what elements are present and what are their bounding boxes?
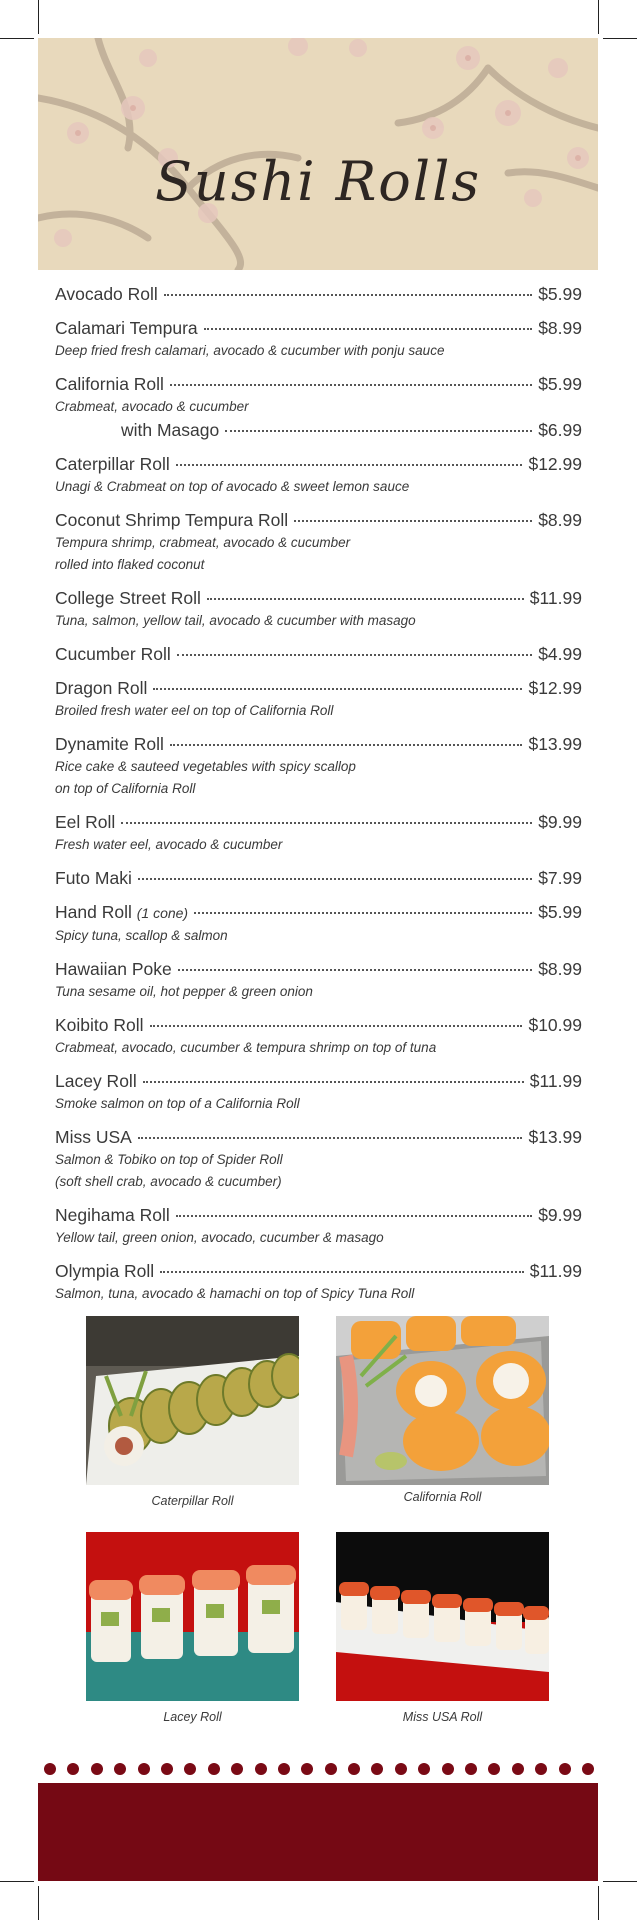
menu-item-row <box>55 282 582 306</box>
menu-item-row <box>55 676 582 700</box>
menu-item-price: $8.99 <box>538 318 582 338</box>
decorative-dot <box>208 1763 220 1775</box>
menu-item-variant-name: with Masago <box>121 420 220 440</box>
dot-leader <box>176 1215 532 1217</box>
menu-item-name <box>55 957 172 981</box>
menu-item-price: $12.99 <box>528 454 582 474</box>
menu-item-price: $13.99 <box>528 1127 582 1147</box>
decorative-dot <box>91 1763 103 1775</box>
crop-mark <box>0 1881 34 1882</box>
decorative-dot <box>44 1763 56 1775</box>
menu-item-name <box>55 372 164 396</box>
menu-item-price: $4.99 <box>538 644 582 664</box>
menu-item-row <box>55 1259 582 1283</box>
menu-item-row <box>55 1203 582 1227</box>
menu-item-name-text: College Street Roll <box>55 588 201 608</box>
crop-mark <box>603 1881 637 1882</box>
dot-leader <box>177 654 532 656</box>
menu-item-description: Rice cake & sauteed vegetables with spicy scallop <box>55 759 356 774</box>
menu-item-variant-row <box>55 418 582 442</box>
menu-item-row <box>55 586 582 610</box>
menu-item <box>55 508 582 576</box>
menu-item-name-text: Lacey Roll <box>55 1071 137 1091</box>
menu-item-name-text: Hawaiian Poke <box>55 959 172 979</box>
menu-item-row <box>55 900 582 925</box>
menu-item-description: Salmon, tuna, avocado & hamachi on top of Spicy Tuna Roll <box>55 1286 415 1301</box>
crop-mark <box>0 38 34 39</box>
menu-item-row <box>55 642 582 666</box>
menu-item <box>55 1069 582 1115</box>
caterpillar-roll-photo <box>86 1316 299 1485</box>
dot-leader <box>143 1081 524 1083</box>
dot-leader <box>138 1137 523 1139</box>
menu-item-name-text: Dragon Roll <box>55 678 148 698</box>
menu-item-name-text: Dynamite Roll <box>55 734 164 754</box>
menu-item-row <box>55 957 582 981</box>
dot-leader <box>121 822 532 824</box>
photo-caption: California Roll <box>403 1490 482 1504</box>
dot-leader <box>160 1271 524 1273</box>
menu-item-name-text: Miss USA <box>55 1127 132 1147</box>
decorative-dot <box>255 1763 267 1775</box>
menu-item <box>55 900 582 947</box>
lacey-roll-photo <box>86 1532 299 1701</box>
menu-item-name <box>55 866 132 890</box>
menu-item-row <box>55 508 582 532</box>
decorative-dot <box>184 1763 196 1775</box>
menu-item-name <box>55 1203 170 1227</box>
crop-mark <box>38 1886 39 1920</box>
menu-item <box>55 372 582 442</box>
menu-item-price: $11.99 <box>529 588 582 608</box>
dot-leader <box>170 384 532 386</box>
menu-item <box>55 810 582 856</box>
menu-item <box>55 676 582 722</box>
menu-item-row <box>55 1069 582 1093</box>
decorative-dot <box>559 1763 571 1775</box>
menu-item-price: $9.99 <box>538 812 582 832</box>
decorative-dot <box>348 1763 360 1775</box>
menu-item <box>55 586 582 632</box>
menu-item-price: $12.99 <box>528 678 582 698</box>
photo-caption: Caterpillar Roll <box>151 1494 234 1508</box>
decorative-dot <box>395 1763 407 1775</box>
menu-item-name <box>55 1125 132 1149</box>
menu-item-name <box>55 586 201 610</box>
menu-item-price: $8.99 <box>538 959 582 979</box>
menu-item-row <box>55 810 582 834</box>
crop-mark <box>598 1886 599 1920</box>
menu-item-name <box>55 810 115 834</box>
menu-item-name <box>55 452 170 476</box>
decorative-dot <box>278 1763 290 1775</box>
decorative-dot <box>114 1763 126 1775</box>
menu-item-description: Yellow tail, green onion, avocado, cucumber & masago <box>55 1230 384 1245</box>
menu-item-description: Smoke salmon on top of a California Roll <box>55 1096 300 1111</box>
menu-item-description: rolled into flaked coconut <box>55 557 205 572</box>
menu-item-description: Crabmeat, avocado & cucumber <box>55 399 249 414</box>
menu-item-name <box>55 642 171 666</box>
dot-leader <box>170 744 523 746</box>
menu-item-name <box>55 900 188 925</box>
menu-item-price: $7.99 <box>538 868 582 888</box>
decorative-dot <box>67 1763 79 1775</box>
menu-item-name <box>55 1259 154 1283</box>
decorative-dot <box>535 1763 547 1775</box>
menu-item-name-text: Coconut Shrimp Tempura Roll <box>55 510 289 530</box>
menu-item-name-text: Hand Roll <box>55 902 132 922</box>
menu-item-description: Deep fried fresh calamari, avocado & cucumber with ponju sauce <box>55 343 445 358</box>
menu-item-price: $5.99 <box>538 374 582 394</box>
menu-item-description: Unagi & Crabmeat on top of avocado & sweet lemon sauce <box>55 479 410 494</box>
decorative-dot <box>465 1763 477 1775</box>
menu-item-row <box>55 866 582 890</box>
menu-item-description: Tempura shrimp, crabmeat, avocado & cucumber <box>55 535 351 550</box>
dot-leader <box>153 688 522 690</box>
menu-item-row <box>55 316 582 340</box>
menu-item-name <box>55 1013 144 1037</box>
menu-item-name <box>55 282 158 306</box>
menu-list <box>55 282 582 1315</box>
decorative-dot <box>161 1763 173 1775</box>
decorative-dot <box>301 1763 313 1775</box>
menu-item-row <box>55 452 582 476</box>
menu-item-name-text: Futo Maki <box>55 868 132 888</box>
menu-item <box>55 1125 582 1193</box>
menu-item-name <box>55 508 288 532</box>
decorative-dot <box>582 1763 594 1775</box>
menu-item-price: $8.99 <box>538 510 582 530</box>
dot-leader <box>204 328 533 330</box>
dot-leader <box>225 430 532 432</box>
menu-item-name-text: Cucumber Roll <box>55 644 171 664</box>
dot-leader <box>150 1025 523 1027</box>
menu-item-description: Crabmeat, avocado, cucumber & tempura shrimp on top of tuna <box>55 1040 437 1055</box>
menu-item-price: $13.99 <box>528 734 582 754</box>
menu-item-price: $11.99 <box>529 1071 582 1091</box>
header-banner <box>38 38 598 270</box>
menu-item-price: $11.99 <box>529 1261 582 1281</box>
menu-item-variant-price: $6.99 <box>538 420 582 440</box>
menu-item-name-text: Koibito Roll <box>55 1015 144 1035</box>
menu-item-name-text: Avocado Roll <box>55 284 158 304</box>
menu-item-name-text: California Roll <box>55 374 164 394</box>
menu-item-name-text: Negihama Roll <box>55 1205 170 1225</box>
decorative-dot <box>325 1763 337 1775</box>
menu-item <box>55 866 582 890</box>
decorative-dot <box>418 1763 430 1775</box>
menu-item-name-text: Calamari Tempura <box>55 318 198 338</box>
crop-mark <box>603 38 637 39</box>
crop-mark <box>38 0 39 34</box>
menu-item-row <box>55 1013 582 1037</box>
miss-usa-roll-photo <box>336 1532 549 1701</box>
menu-item <box>55 1203 582 1249</box>
menu-item-name <box>55 1069 137 1093</box>
menu-item-description: Tuna, salmon, yellow tail, avocado & cucumber with masago <box>55 613 416 628</box>
footer-bar <box>38 1783 598 1881</box>
menu-item-name <box>55 732 164 756</box>
menu-item <box>55 282 582 306</box>
menu-item <box>55 1013 582 1059</box>
menu-item-description: Tuna sesame oil, hot pepper & green onion <box>55 984 313 999</box>
menu-item-description: Spicy tuna, scallop & salmon <box>55 928 228 943</box>
decorative-dot <box>231 1763 243 1775</box>
california-roll-photo <box>336 1316 549 1485</box>
menu-item-price: $10.99 <box>528 1015 582 1035</box>
dot-leader <box>176 464 523 466</box>
decorative-dot <box>512 1763 524 1775</box>
menu-item-description: Broiled fresh water eel on top of California Roll <box>55 703 334 718</box>
menu-item-price: $5.99 <box>538 284 582 304</box>
menu-item-description: (soft shell crab, avocado & cucumber) <box>55 1174 282 1189</box>
menu-item-name-text: Caterpillar Roll <box>55 454 170 474</box>
dot-leader <box>138 878 532 880</box>
menu-item <box>55 642 582 666</box>
menu-item-note: (1 cone) <box>136 905 189 921</box>
menu-item-description: Salmon & Tobiko on top of Spider Roll <box>55 1152 283 1167</box>
menu-item <box>55 1259 582 1305</box>
photo-caption: Lacey Roll <box>163 1710 222 1724</box>
decorative-dot <box>371 1763 383 1775</box>
menu-item-row <box>55 1125 582 1149</box>
menu-item <box>55 732 582 800</box>
menu-item-price: $9.99 <box>538 1205 582 1225</box>
decorative-dot-row <box>44 1763 594 1777</box>
dot-leader <box>194 912 532 914</box>
page-title: Sushi Rolls <box>154 150 482 213</box>
menu-item-name <box>55 676 147 700</box>
menu-item <box>55 452 582 498</box>
dot-leader <box>178 969 532 971</box>
decorative-dot <box>488 1763 500 1775</box>
menu-item-name <box>55 316 198 340</box>
decorative-dot <box>442 1763 454 1775</box>
decorative-dot <box>138 1763 150 1775</box>
menu-item-row <box>55 732 582 756</box>
dot-leader <box>164 294 532 296</box>
menu-item-name-text: Eel Roll <box>55 812 116 832</box>
menu-item-name-text: Olympia Roll <box>55 1261 155 1281</box>
dot-leader <box>294 520 532 522</box>
crop-mark <box>598 0 599 34</box>
dot-leader <box>207 598 524 600</box>
menu-item <box>55 316 582 362</box>
photo-caption: Miss USA Roll <box>402 1710 483 1724</box>
menu-item-price: $5.99 <box>538 902 582 922</box>
menu-item <box>55 957 582 1003</box>
menu-item-description: on top of California Roll <box>55 781 196 796</box>
menu-item-description: Fresh water eel, avocado & cucumber <box>55 837 283 852</box>
menu-item-row <box>55 372 582 396</box>
